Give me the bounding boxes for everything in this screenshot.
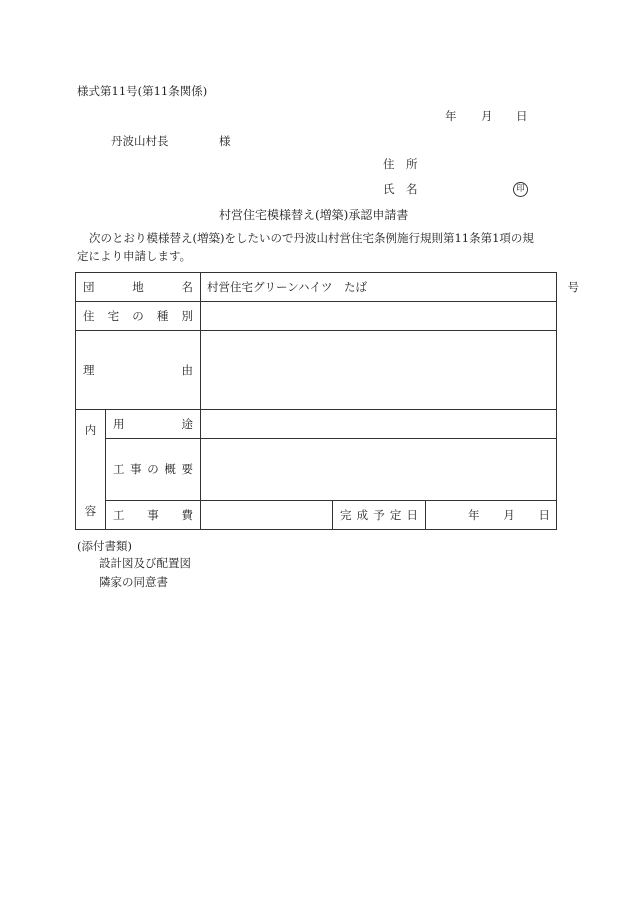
purpose-value[interactable] — [201, 410, 557, 439]
complex-value: 村営住宅グリーンハイツ たば — [207, 280, 367, 294]
row-purpose — [76, 410, 557, 439]
date-year: 年 — [445, 109, 457, 123]
row-reason — [76, 331, 557, 410]
addressee: 丹波山村長 — [111, 134, 169, 148]
row-complex — [76, 273, 557, 302]
reason-value[interactable] — [201, 331, 557, 410]
form-number: 様式第11号(第11条関係) — [77, 84, 208, 98]
work-summary-value[interactable] — [201, 439, 557, 501]
work-cost-value[interactable] — [201, 500, 333, 529]
address-label: 住 所 — [383, 157, 418, 171]
row-housing-type — [76, 302, 557, 331]
completion-date-value[interactable] — [426, 500, 557, 529]
completion-label: 完 成 予 定 日 — [333, 500, 426, 529]
attachments-heading: (添付書類) — [77, 539, 132, 553]
purpose-label: 用 途 — [106, 410, 201, 439]
honorific: 様 — [219, 134, 231, 148]
row-work-cost — [76, 500, 557, 529]
work-cost-label: 工 事 費 — [106, 500, 201, 529]
reason-label: 理 由 — [76, 331, 201, 410]
date-day: 日 — [516, 109, 528, 123]
intro-line-1: 次のとおり模様替え(増築)をしたいので丹波山村営住宅条例施行規則第11条第1項の規 — [89, 231, 534, 245]
unit-suffix: 号 — [567, 280, 579, 294]
application-table — [75, 272, 579, 530]
housing-type-label: 住 宅 の 種 別 — [76, 302, 201, 331]
complex-label: 団 地 名 — [76, 273, 201, 302]
complex-value-cell[interactable] — [201, 273, 579, 302]
content-label: 内 容 — [76, 410, 106, 530]
attachment-item: 隣家の同意書 — [99, 575, 168, 589]
work-summary-label: 工 事 の 概 要 — [106, 439, 201, 501]
form-title: 村営住宅模様替え(増築)承認申請書 — [219, 208, 409, 222]
completion-day: 日 — [538, 507, 550, 522]
completion-month: 月 — [503, 507, 515, 522]
date-month: 月 — [481, 109, 493, 123]
intro-line-2: 定により申請します。 — [77, 249, 192, 263]
completion-year: 年 — [468, 507, 480, 522]
seal-mark — [513, 182, 528, 197]
attachment-item: 設計図及び配置図 — [99, 556, 191, 570]
housing-type-value[interactable] — [201, 302, 557, 331]
row-work-summary — [76, 439, 557, 501]
name-label: 氏 名 — [383, 182, 418, 196]
seal-icon: 印 — [513, 182, 528, 197]
